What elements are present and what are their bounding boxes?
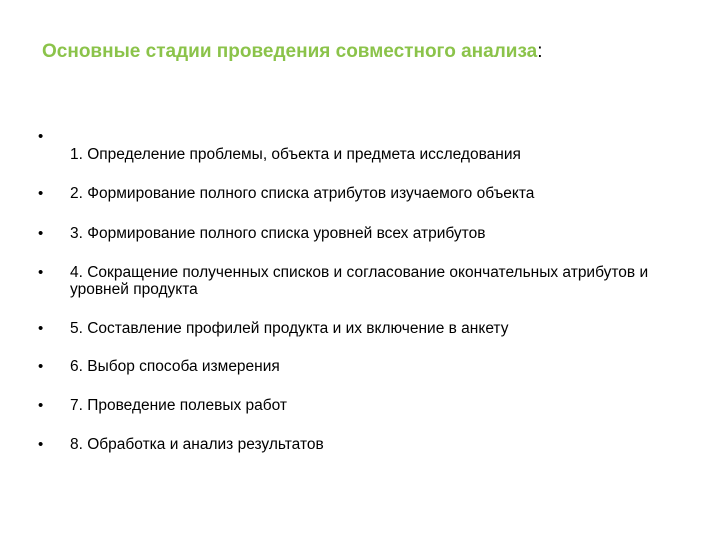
bullet-icon: •	[38, 128, 44, 145]
list-item-text: 6. Выбор способа измерения	[70, 358, 280, 375]
list-item-text: 4. Сокращение полученных списков и согласование окончательных атрибутов и уровней продукта	[70, 264, 649, 298]
bullet-icon: •	[38, 436, 44, 453]
bullet-icon: •	[38, 185, 44, 202]
list-item-text: 5. Составление профилей продукта и их включение в анкету	[70, 320, 509, 337]
slide-title-colon: :	[537, 41, 543, 62]
bullet-icon: •	[38, 264, 44, 281]
list-item-text: 2. Формирование полного списка атрибутов изучаемого объекта	[70, 185, 535, 202]
list-item-text: 1. Определение проблемы, объекта и предмета исследования	[70, 146, 521, 163]
bullet-icon: •	[38, 397, 44, 414]
list-item-text: 3. Формирование полного списка уровней всех атрибутов	[70, 225, 486, 242]
bullet-icon: •	[38, 225, 44, 242]
slide-title-text: Основные стадии проведения совместного анализа	[42, 41, 538, 62]
bullet-icon: •	[38, 320, 44, 337]
list-item-text: 7. Проведение полевых работ	[70, 397, 288, 414]
list-item-text: 8. Обработка и анализ результатов	[70, 436, 324, 453]
bullet-icon: •	[38, 358, 44, 375]
